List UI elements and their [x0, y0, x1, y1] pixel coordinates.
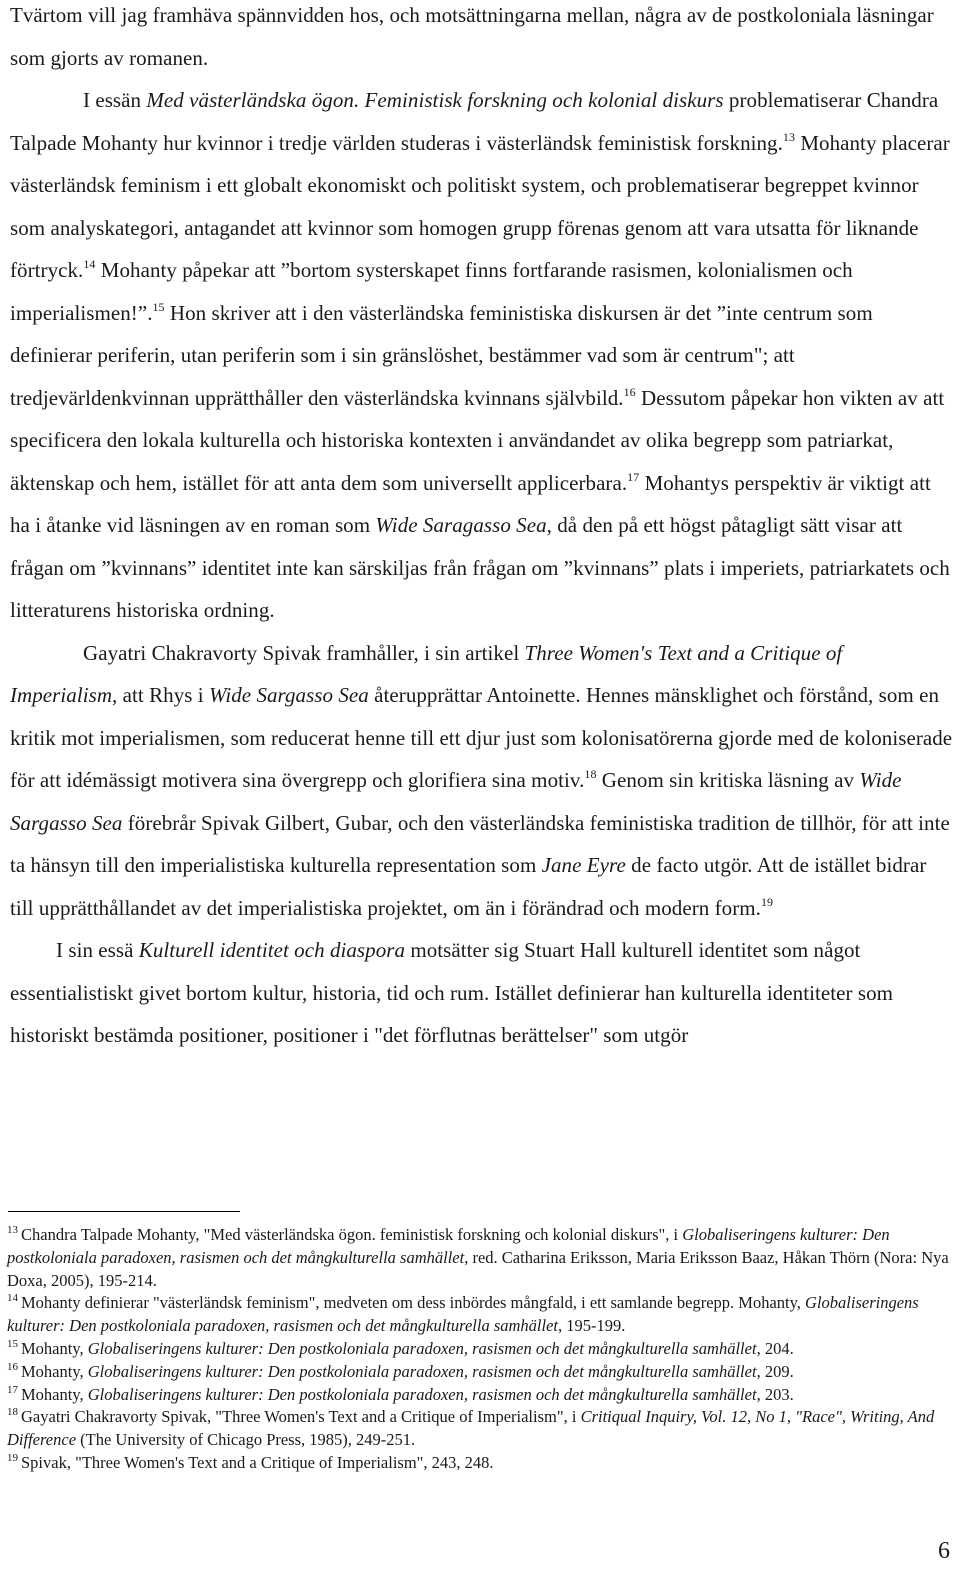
italic-title: Med västerländska ögon. Feministisk forskning och kolonial diskurs: [146, 88, 724, 112]
footnote: [7, 1361, 951, 1384]
footnote-marker: 15: [152, 299, 165, 314]
text-run: , 209.: [756, 1361, 794, 1381]
italic-title: Wide Saragasso Sea: [375, 513, 547, 537]
footnote-marker: 15: [7, 1337, 18, 1350]
footnote: [7, 1452, 951, 1475]
text-run: , 203.: [756, 1384, 794, 1404]
footnote-marker: 19: [7, 1451, 18, 1464]
text-run: problematiserar Chandra Talpade Mohanty hur kvinnor i tredje världen studeras i västerländsk feministisk forskning.: [10, 88, 939, 155]
text-run: Mohanty definierar "västerländsk feminism", medveten om dess inbördes mångfald, i ett samlande begrepp. Mohanty,: [21, 1293, 806, 1313]
footnote: [7, 1224, 951, 1292]
footnote-marker: 18: [584, 767, 597, 781]
text-run: Mohantys perspektiv är viktigt att ha i åtanke vid läsningen av en roman som: [10, 470, 931, 537]
paragraph: [10, 929, 954, 1057]
italic-title: Kulturell identitet och diaspora: [138, 938, 406, 962]
text-run: Mohanty påpekar att ”bortom systerskapet finns fortfarande rasismen, kolonialismen och imperialismen!”.: [10, 258, 853, 325]
footnote-marker: 17: [627, 469, 640, 484]
footnote-marker: 19: [760, 894, 774, 909]
text-run: I essän: [83, 88, 147, 112]
italic-title: Critiqual Inquiry, Vol. 12, No 1, "Race", Writing, And Difference: [7, 1407, 935, 1450]
paragraph: [10, 0, 954, 79]
text-run: Hon skriver att i den västerländska feministiska diskursen är det ”inte centrum som definierar periferin, utan periferin som i sin gränslöshet, bestämmer vad som är centrum"; att tredjevärldenkvinnan upprätthåller den västerländska kvinnans självbild.: [10, 300, 873, 410]
text-run: förebrår Spivak Gilbert, Gubar, och den västerländska feministiska tradition de tillhör, för att inte ta hänsyn till den imperialistiska kulturella representation som: [10, 810, 950, 877]
page-number: 6: [938, 1538, 950, 1564]
text-run: , red. Catharina Eriksson, Maria Eriksson Baaz, Håkan Thörn (Nora: Nya Doxa, 2005), 195-214.: [7, 1247, 949, 1290]
body-text: [10, 0, 954, 1057]
text-run: Mohanty,: [21, 1384, 88, 1404]
text-run: , att Rhys i: [112, 683, 209, 707]
footnote-marker: 18: [7, 1406, 18, 1419]
text-run: Genom sin kritiska läsning av: [596, 768, 860, 792]
paragraph: [10, 632, 954, 930]
text-run: Tvärtom vill jag framhäva spännvidden hos, och motsättningarna mellan, några av de postkoloniala läsningar som gjorts av romanen.: [10, 3, 934, 70]
text-run: (The University of Chicago Press, 1985), 249-251.: [76, 1430, 416, 1450]
text-run: Gayatri Chakravorty Spivak framhåller, i sin artikel: [83, 640, 525, 665]
text-run: motsätter sig Stuart Hall kulturell identitet som något essentialistiskt givet bortom kultur, historia, tid och rum. Istället definierar han kulturella identiteter som historiskt bestämda positioner, positioner i "det förflutnas berättelser" som utgör: [10, 938, 894, 1047]
italic-title: Globaliseringens kulturer: Den postkoloniala paradoxen, rasismen och det mångkulturella samhället: [87, 1361, 757, 1381]
text-run: Gayatri Chakravorty Spivak, "Three Women's Text and a Critique of Imperialism", i: [21, 1407, 581, 1427]
italic-title: Three Women's Text and a Critique of Imperialism: [10, 640, 843, 707]
text-run: de facto utgör. Att de istället bidrar till upprätthållandet av det imperialistiska projektet, om än i förändrad och modern form.: [10, 853, 927, 920]
italic-title: Jane Eyre: [541, 853, 626, 877]
footnote: [7, 1292, 951, 1338]
footnote-marker: 14: [7, 1292, 18, 1305]
text-run: Mohanty,: [21, 1361, 88, 1381]
text-run: Chandra Talpade Mohanty, "Med västerländska ögon. feministisk forskning och kolonial diskurs", i: [21, 1225, 683, 1244]
footnote-marker: 14: [83, 257, 96, 271]
text-run: återupprättar Antoinette. Hennes mänsklighet och förstånd, som en kritik mot imperialismen, som reducerat henne till ett djur just som kolonisatörerna gjorde med de koloniserade för att idémässigt motivera sina övergrepp och glorifiera sina motiv.: [10, 683, 953, 792]
footnote-marker: 17: [7, 1383, 18, 1396]
footnote: [7, 1338, 951, 1361]
text-run: Dessutom påpekar hon vikten av att specificera den lokala kulturella och historiska kontexten i användandet av olika begrepp som patriarkat, äktenskap och hem, istället för att anta dem som universellt applicerbara.: [10, 385, 945, 495]
footnote: [7, 1406, 951, 1452]
footnote-marker: 13: [7, 1224, 18, 1236]
text-run: , då den på ett högst påtagligt sätt visar att frågan om ”kvinnans” identitet inte kan särskiljas från frågan om ”kvinnans” plats i imperiets, patriarkatets och litteraturens historiska ordning.: [10, 513, 950, 622]
italic-title: Wide Sargasso Sea: [10, 768, 902, 835]
italic-title: Wide Sargasso Sea: [208, 683, 369, 707]
italic-title: Globaliseringens kulturer: Den postkoloniala paradoxen, rasismen och det mångkulturella samhället: [7, 1293, 919, 1336]
paragraph: [10, 79, 954, 632]
footnote-marker: 13: [782, 129, 796, 144]
footnote: [7, 1384, 951, 1407]
text-run: , 195-199.: [558, 1316, 626, 1336]
text-run: I sin essä: [56, 938, 139, 962]
footnotes: [7, 1224, 951, 1475]
footnote-marker: 16: [7, 1360, 18, 1373]
text-run: Mohanty,: [21, 1338, 88, 1358]
text-run: , 204.: [756, 1338, 794, 1358]
footnote-marker: 16: [623, 384, 636, 399]
italic-title: Globaliseringens kulturer: Den postkoloniala paradoxen, rasismen och det mångkulturella samhället: [87, 1384, 757, 1404]
text-run: Spivak, "Three Women's Text and a Critique of Imperialism", 243, 248.: [21, 1452, 494, 1472]
italic-title: Globaliseringens kulturer: Den postkoloniala paradoxen, rasismen och det mångkulturella samhället: [7, 1225, 890, 1267]
text-run: Mohanty placerar västerländsk feminism i ett globalt ekonomiskt och politiskt system, och problematiserar begreppet kvinnor som analyskategori, antagandet att kvinnor som homogen grupp förenas genom att vara utsatta för liknande förtryck.: [10, 130, 950, 282]
footnote-separator: [8, 1211, 240, 1212]
italic-title: Globaliseringens kulturer: Den postkoloniala paradoxen, rasismen och det mångkulturella samhället: [87, 1338, 757, 1358]
